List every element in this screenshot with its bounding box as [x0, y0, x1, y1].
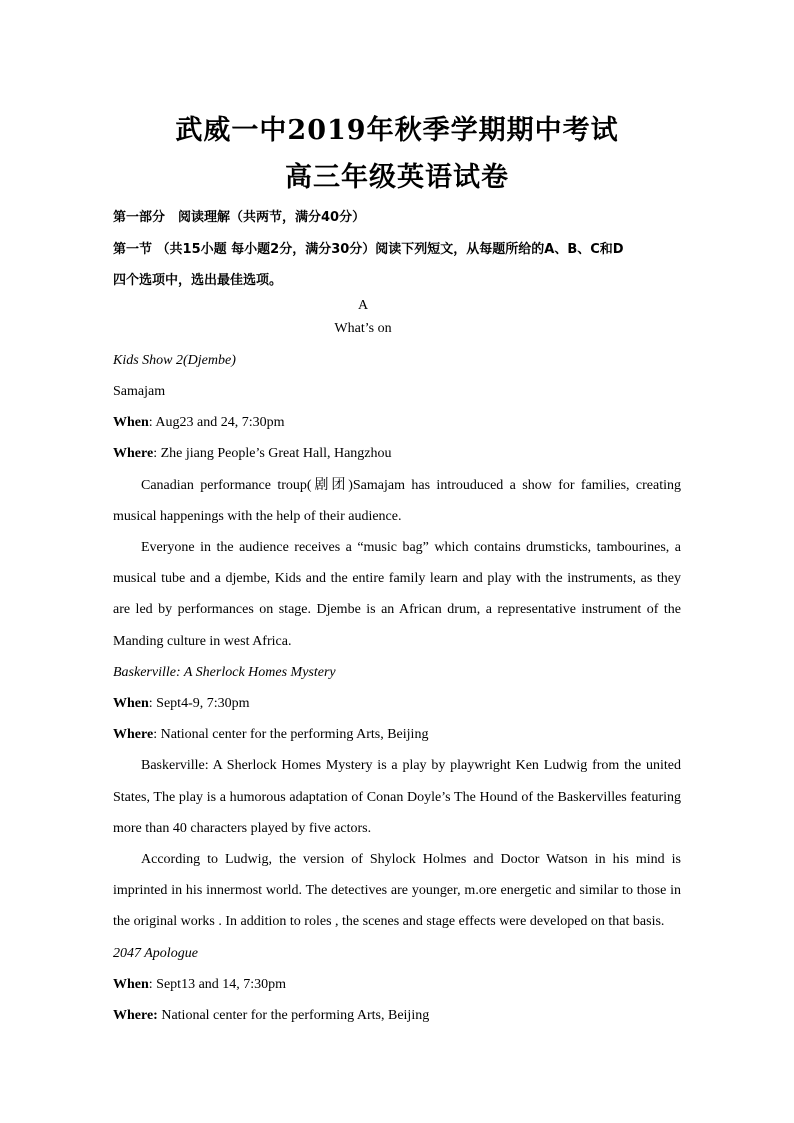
- show-title: Baskerville: A Sherlock Homes Mystery: [113, 665, 336, 680]
- paragraph-line: the original works . In addition to roles , the scenes and stage effects were developed on that basis.: [113, 914, 665, 929]
- paragraph-line: are led by performances on stage. Djembe is an African drum, a representative instrument of the: [113, 602, 681, 617]
- paragraph-line: imprinted in his innermost world. The detectives are younger, m.ore energetic and similar to those in: [113, 883, 681, 898]
- exam-title: 武威一中2019年秋季学期期中考试: [175, 115, 619, 146]
- where-label: Where: [113, 446, 154, 461]
- part-heading: 第一部分 阅读理解（共两节，满分40分）: [113, 210, 366, 225]
- paragraph-line: musical happenings with the help of their audience.: [113, 509, 402, 524]
- show-when: [113, 975, 681, 995]
- paragraph-line: musical tube and a djembe, Kids and the entire family learn and play with the instruments, as they: [113, 571, 681, 586]
- show-where: [113, 725, 681, 745]
- paragraph-line: Manding culture in west Africa.: [113, 634, 292, 649]
- when-value: : Sept4-9, 7:30pm: [148, 696, 250, 711]
- paragraph-line: Canadian performance troup(剧团)Samajam has introuduced a show for families, creating: [141, 478, 681, 493]
- section-instruction-line2: 四个选项中，选出最佳选项。: [113, 273, 283, 288]
- when-label: When: [113, 977, 149, 992]
- where-value: : National center for the performing Arts, Beijing: [153, 727, 429, 742]
- paragraph-line: According to Ludwig, the version of Shylock Holmes and Doctor Watson in his mind is: [141, 852, 681, 867]
- when-value: : Sept13 and 14, 7:30pm: [148, 977, 287, 992]
- when-label: When: [113, 415, 149, 430]
- passage-heading: What’s on: [334, 321, 392, 336]
- show-where: [113, 1006, 681, 1026]
- where-label: Where:: [113, 1008, 158, 1023]
- show-when: [113, 413, 681, 433]
- show-title: Kids Show 2(Djembe): [113, 353, 236, 368]
- paragraph-line: Everyone in the audience receives a “music bag” which contains drumsticks, tambourines, a: [141, 540, 681, 555]
- paragraph-line: Baskerville: A Sherlock Homes Mystery is a play by playwright Ken Ludwig from the united: [141, 758, 681, 773]
- when-value: : Aug23 and 24, 7:30pm: [148, 415, 285, 430]
- show-where: [113, 444, 681, 464]
- where-value: : Zhe jiang People’s Great Hall, Hangzhou: [153, 446, 392, 461]
- paragraph-line: States, The play is a humorous adaptation of Conan Doyle’s The Hound of the Baskervilles featuring: [113, 790, 681, 805]
- passage-letter: A: [357, 298, 369, 313]
- where-label: Where: [113, 727, 154, 742]
- show-when: [113, 694, 681, 714]
- show-title: 2047 Apologue: [113, 946, 198, 961]
- section-instruction-line1: 第一节 （共15小题 每小题2分，满分30分）阅读下列短文，从每题所给的A、B、C和D: [113, 242, 624, 257]
- when-label: When: [113, 696, 149, 711]
- paragraph-line: more than 40 characters played by five actors.: [113, 821, 372, 836]
- show-performer: Samajam: [113, 384, 166, 399]
- exam-subtitle: 高三年级英语试卷: [285, 162, 509, 193]
- where-value: National center for the performing Arts, Beijing: [157, 1008, 430, 1023]
